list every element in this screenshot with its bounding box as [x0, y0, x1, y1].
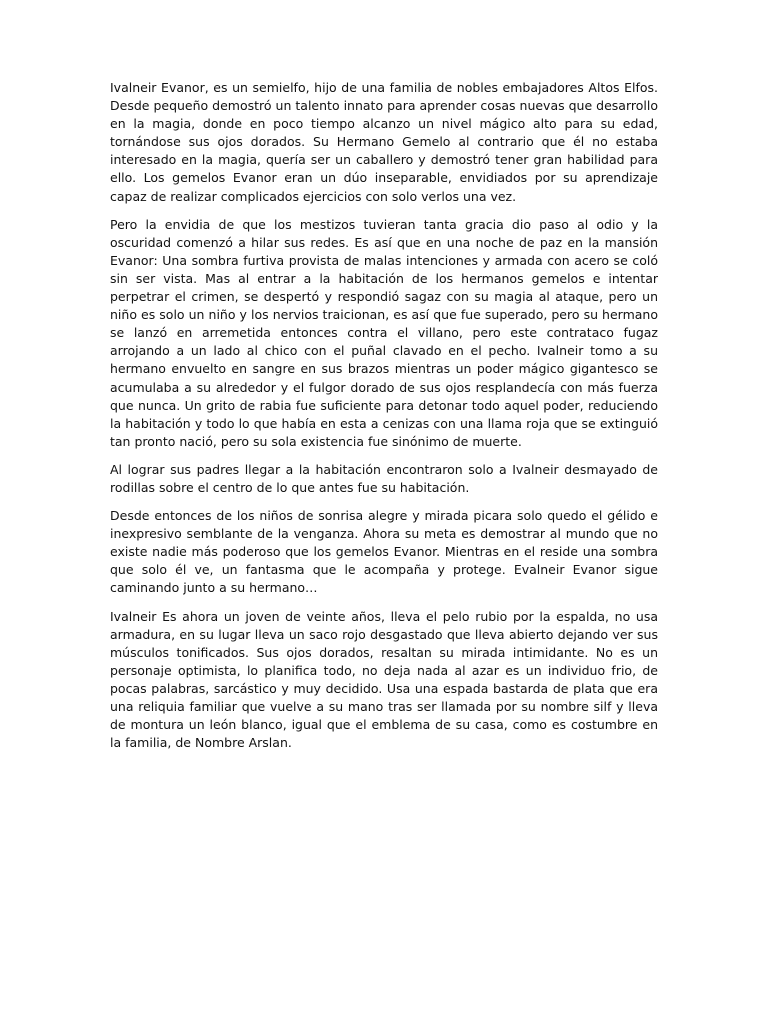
paragraph-aftermath: Al lograr sus padres llegar a la habitación encontraron solo a Ivalneir desmayado de rodillas sobre el centro de lo que antes fue su habitación.: [110, 461, 658, 495]
paragraph-attack: Pero la envidia de que los mestizos tuvieran tanta gracia dio paso al odio y la oscuridad comenzó a hilar sus redes. Es así que en una noche de paz en la mansión Evanor: Una sombra furtiva provista de malas intenciones y armada con acero se coló sin ser vista. Mas al entrar a la habitación de los hermanos gemelos e intentar perpetrar el crimen, se despertó y respondió sagaz con su magia al ataque, pero un niño es solo un niño y los nervios traicionan, es así que fue superado, pero su hermano se lanzó en arremetida entonces contra el villano, pero este contrataco fugaz arrojando a un lado al chico con el puñal clavado en el pecho. Ivalneir tomo a su hermano envuelto en sangre en sus brazos mientras un poder mágico gigantesco se acumulaba a su alrededor y el fulgor dorado de sus ojos resplandecía con más fuerza que nunca. Un grito de rabia fue suficiente para detonar todo aquel poder, reduciendo la habitación y todo lo que había en esta a cenizas con una llama roja que se extinguió tan pronto nació, pero su sola existencia fue sinónimo de muerte.: [110, 216, 658, 449]
paragraph-description: Ivalneir Es ahora un joven de veinte años, lleva el pelo rubio por la espalda, no usa armadura, en su lugar lleva un saco rojo desgastado que lleva abierto dejando ver sus músculos tonificados. Sus ojos dorados, resaltan su mirada intimidante. No es un personaje optimista, lo planifica todo, no deja nada al azar es un individuo frio, de pocas palabras, sarcástico y muy decidido. Usa una espada bastarda de plata que era una reliquia familiar que vuelve a su mano tras ser llamada por su nombre silf y lleva de montura un león blanco, igual que el emblema de su casa, como es costumbre en la familia, de Nombre Arslan.: [110, 608, 658, 751]
document-body: [110, 79, 658, 762]
paragraph-vengeance: Desde entonces de los niños de sonrisa alegre y mirada picara solo quedo el gélido e inexpresivo semblante de la venganza. Ahora su meta es demostrar al mundo que no existe nadie más poderoso que los gemelos Evanor. Mientras en el reside una sombra que solo él ve, un fantasma que le acompaña y protege. Evalneir Evanor sigue caminando junto a su hermano…: [110, 508, 658, 596]
paragraph-origin: Ivalneir Evanor, es un semielfo, hijo de una familia de nobles embajadores Altos Elfos. Desde pequeño demostró un talento innato para aprender cosas nuevas que desarrollo en la magia, donde en poco tiempo alcanzo un nivel mágico alto para su edad, tornándose sus ojos dorados. Su Hermano Gemelo al contrario que él no estaba interesado en la magia, quería ser un caballero y demostró tener gran habilidad para ello. Los gemelos Evanor eran un dúo inseparable, envidiados por su aprendizaje capaz de realizar complicados ejercicios con solo verlos una vez.: [110, 80, 658, 204]
